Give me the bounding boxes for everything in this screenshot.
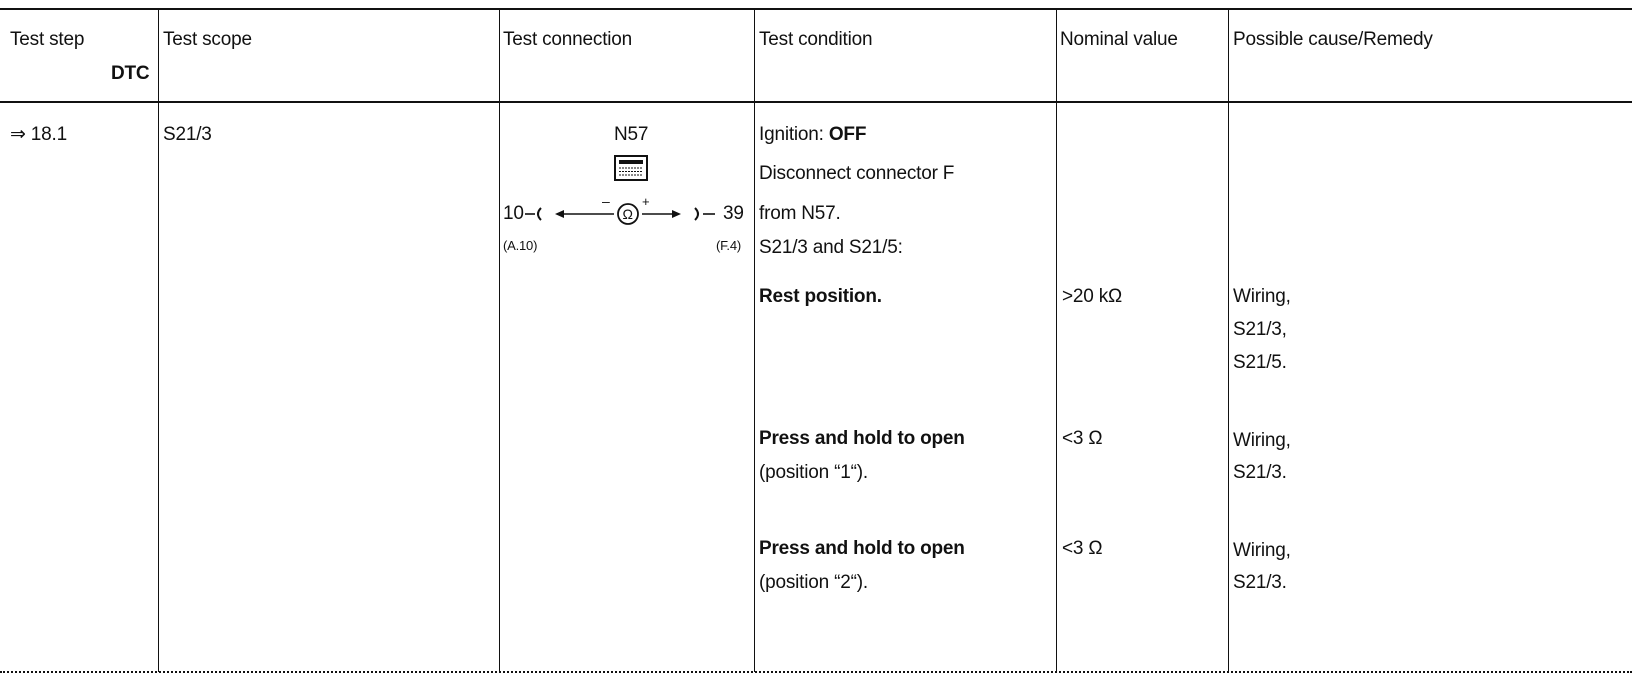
check-remedy-line: S21/5.	[1233, 352, 1287, 373]
check-remedy-line: Wiring,	[1233, 286, 1291, 307]
check-remedy-line: Wiring,	[1233, 540, 1291, 561]
right-pin-reference: (F.4)	[716, 238, 742, 253]
left-probe-socket	[525, 208, 541, 220]
header-test-connection: Test connection	[503, 29, 633, 50]
check-condition: Rest position.	[759, 286, 882, 307]
column-divider	[1228, 8, 1229, 672]
check-condition: Press and hold to open	[759, 538, 965, 559]
header-nominal-value: Nominal value	[1060, 29, 1178, 50]
column-divider	[1056, 8, 1057, 672]
header-dtc: DTC	[111, 63, 150, 84]
meter-minus: –	[602, 193, 610, 209]
check-condition-detail: (position “2“).	[759, 572, 868, 593]
test-scope-value: S21/3	[163, 124, 212, 145]
meter-plus: +	[642, 194, 650, 209]
meter-symbol: Ω	[622, 206, 633, 222]
control-module-icon	[615, 156, 647, 180]
check-nominal-value: >20 kΩ	[1062, 286, 1123, 307]
check-nominal-value: <3 Ω	[1062, 428, 1103, 449]
check-condition-detail: (position “1“).	[759, 462, 868, 483]
check-nominal-value: <3 Ω	[1062, 538, 1103, 559]
check-remedy-line: Wiring,	[1233, 430, 1291, 451]
check-remedy-line: S21/3.	[1233, 572, 1287, 593]
left-pin-reference: (A.10)	[503, 238, 538, 253]
test-step-value: ⇒ 18.1	[10, 124, 67, 145]
condition-disconnect: Disconnect connector F	[759, 163, 955, 184]
check-remedy-line: S21/3.	[1233, 462, 1287, 483]
ignition-condition	[759, 123, 866, 147]
condition-from-module: from N57.	[759, 203, 841, 224]
header-test-step: Test step	[10, 29, 85, 50]
ohmmeter-icon	[555, 204, 681, 224]
check-remedy-line: S21/3,	[1233, 319, 1287, 340]
header-test-condition: Test condition	[759, 29, 873, 50]
header-rule	[0, 101, 1632, 103]
column-divider	[499, 8, 500, 672]
check-condition: Press and hold to open	[759, 428, 965, 449]
left-pin-number: 10	[503, 203, 524, 224]
top-rule	[0, 8, 1632, 10]
right-pin-number: 39	[723, 203, 744, 224]
column-divider	[754, 8, 755, 672]
condition-switches: S21/3 and S21/5:	[759, 237, 903, 258]
module-label: N57	[614, 124, 649, 145]
right-probe-socket	[695, 208, 715, 220]
ignition-label: Ignition:	[759, 124, 829, 145]
header-test-scope: Test scope	[163, 29, 252, 50]
ignition-value: OFF	[828, 124, 867, 145]
connection-diagram	[499, 126, 754, 222]
bottom-dotted-rule	[0, 671, 1632, 673]
column-divider	[158, 8, 159, 672]
header-possible-cause: Possible cause/Remedy	[1233, 29, 1433, 50]
